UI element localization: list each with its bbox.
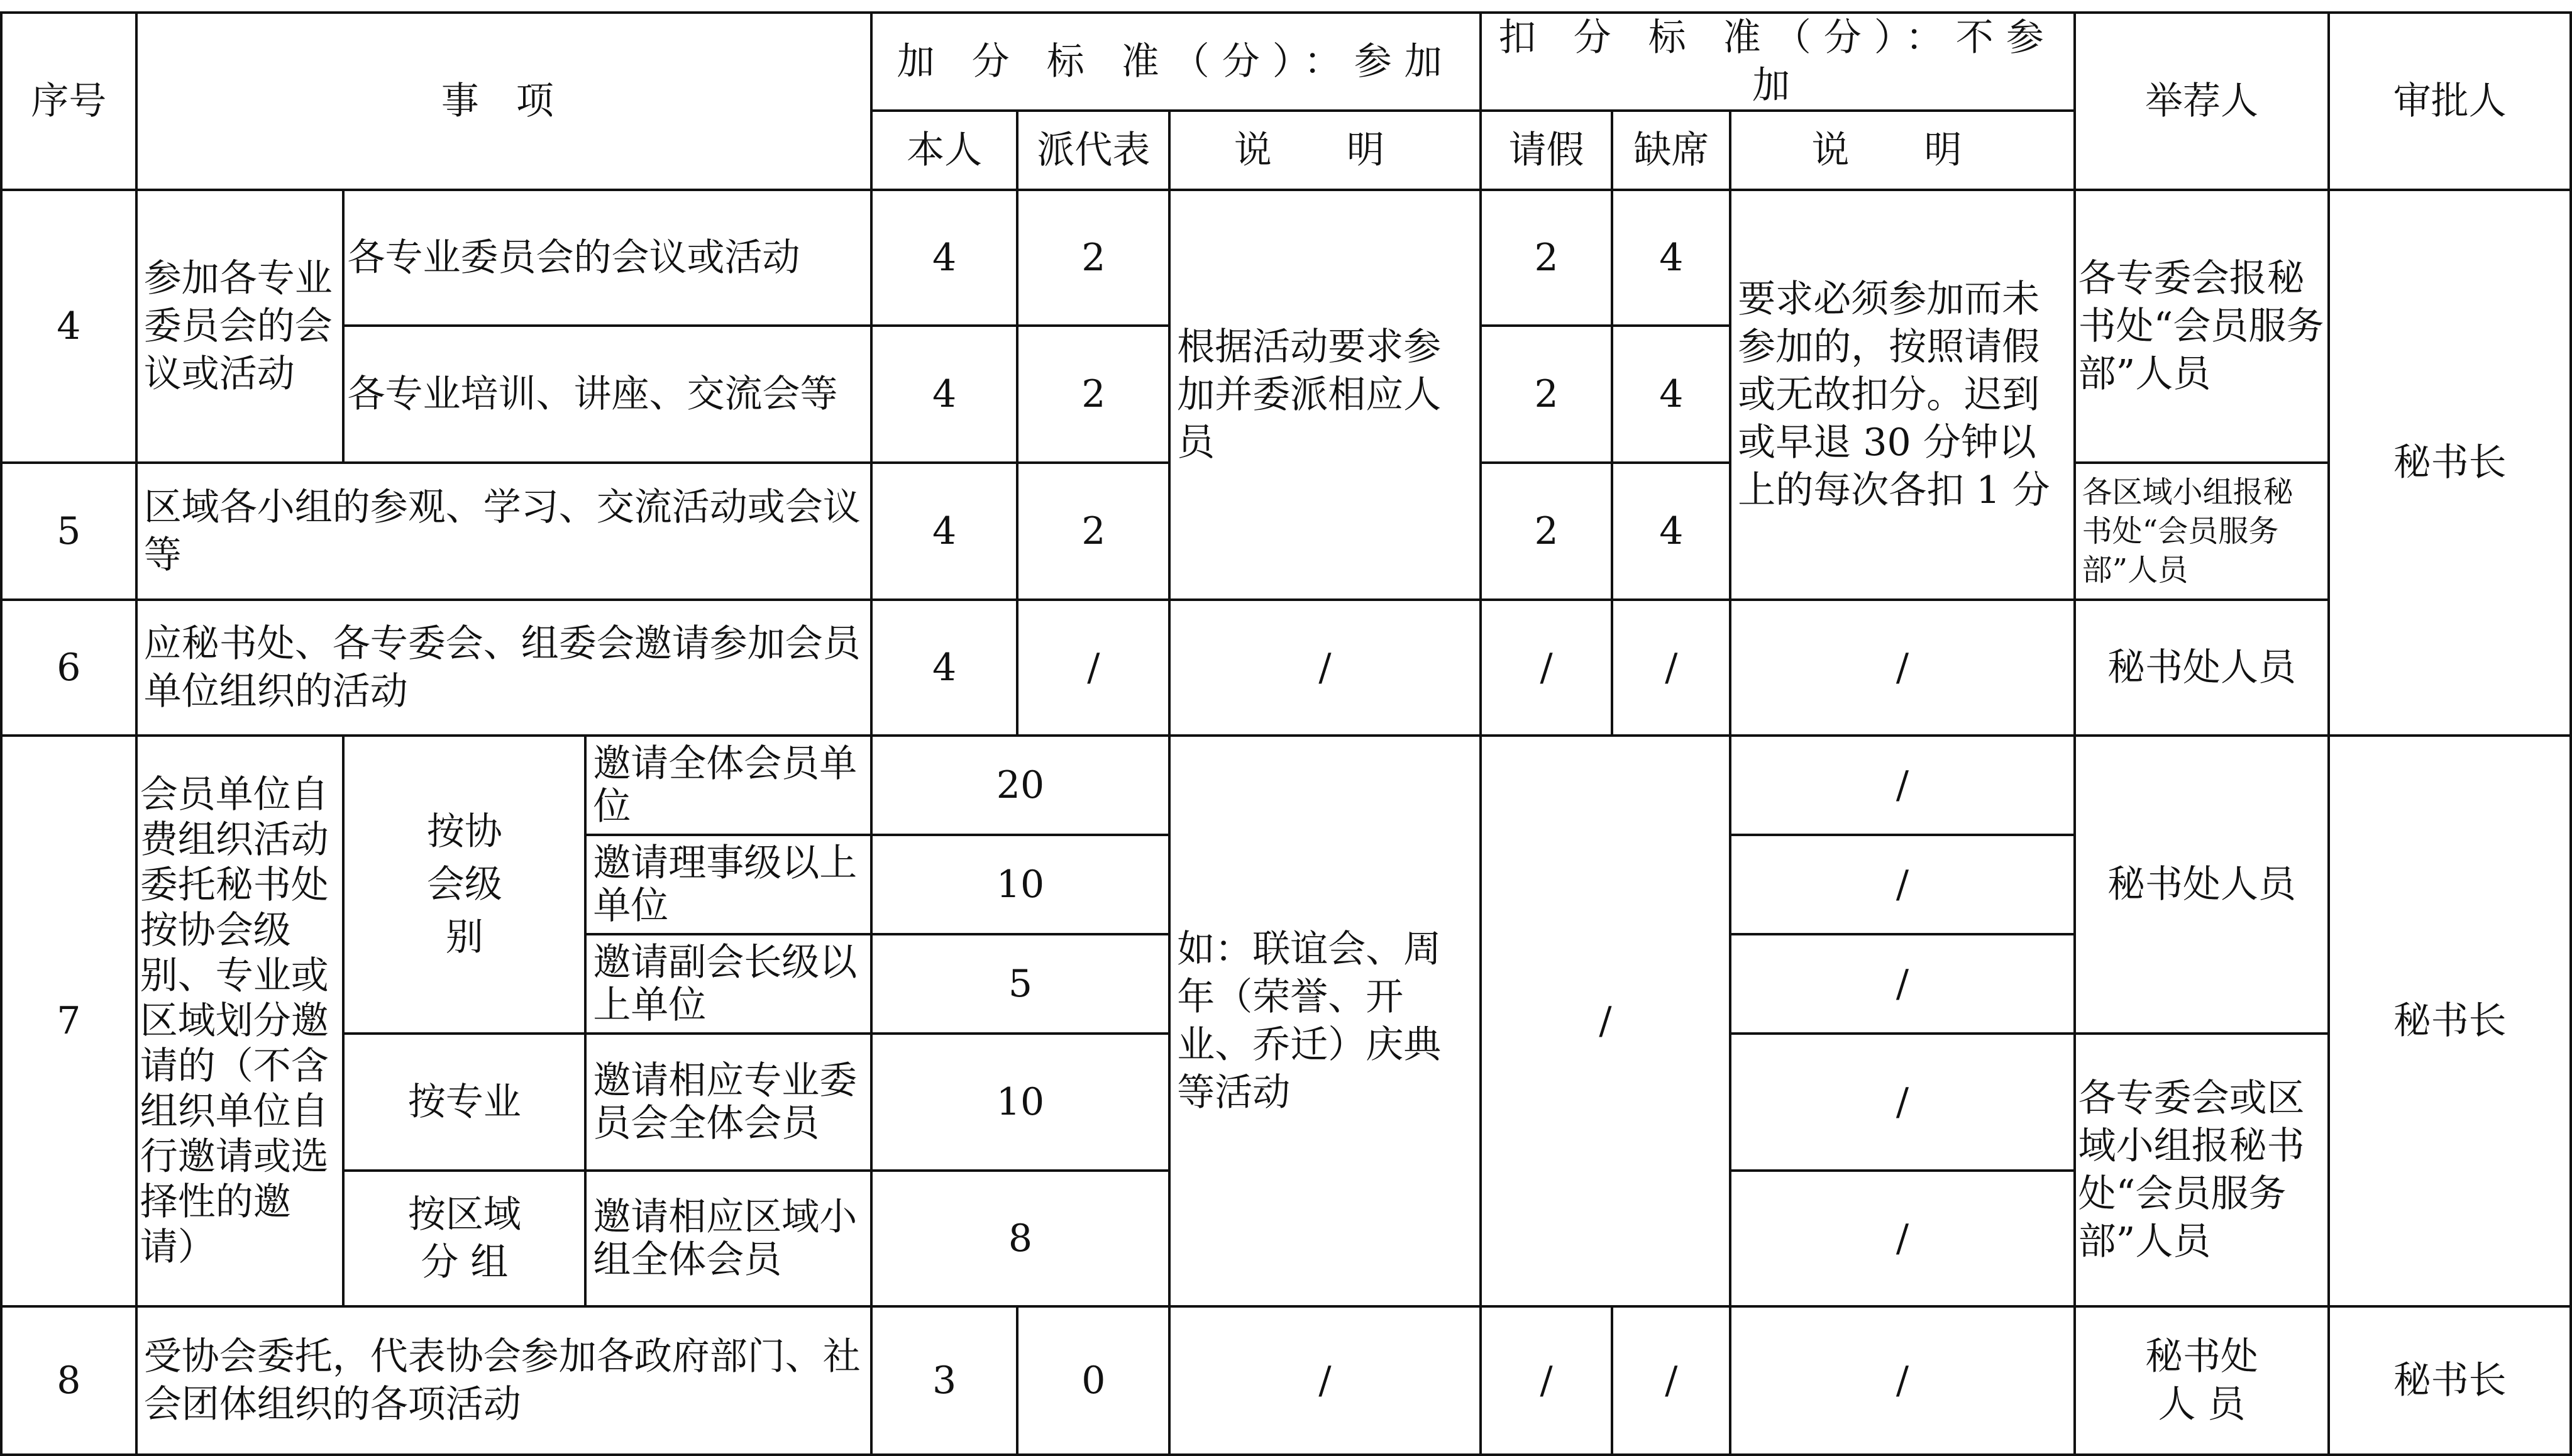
row7-major-score: 10 [871, 1034, 1170, 1171]
row5-absent: 4 [1612, 463, 1730, 600]
row5-leave: 2 [1481, 463, 1613, 600]
row7-recommender-2: 各专委会或区域小组报秘书处“会员服务部”人员 [2075, 1034, 2329, 1306]
row6-deduct-note: / [1730, 600, 2074, 736]
row8-item: 受协会委托，代表协会参加各政府部门、社会团体组织的各项活动 [136, 1306, 871, 1455]
row6-item: 应秘书处、各专委会、组委会邀请参加会员单位组织的活动 [136, 600, 871, 736]
row7-level-score-2: 10 [871, 835, 1170, 934]
table-row [1, 1306, 2571, 1455]
header-deduct-note: 说 明 [1730, 111, 2074, 190]
header-add-group: 加 分 标 准（分）：参加 [871, 13, 1481, 111]
add-note-45: 根据活动要求参加并委派相应人员 [1169, 190, 1480, 600]
row6-add-note: / [1169, 600, 1480, 736]
row7-approver: 秘书长 [2329, 736, 2571, 1306]
row5-rep: 2 [1017, 463, 1169, 600]
row4-seq: 4 [1, 190, 136, 463]
row8-leave: / [1481, 1306, 1613, 1455]
header-deduct-group: 扣 分 标 准（分）：不参加 [1481, 13, 2075, 111]
row4-sub2-absent: 4 [1612, 326, 1730, 463]
approver-456: 秘书长 [2329, 190, 2571, 736]
scoring-table [0, 11, 2572, 1456]
row8-recommender: 秘书处 人 员 [2075, 1306, 2329, 1455]
row4-sub1-absent: 4 [1612, 190, 1730, 326]
row5-seq: 5 [1, 463, 136, 600]
row4-sub2-rep: 2 [1017, 326, 1169, 463]
deduct-note-45: 要求必须参加而未参加的，按照请假或无故扣分。迟到或早退 30 分钟以上的每次各扣 1 分 [1730, 190, 2074, 600]
row8-deduct-note: / [1730, 1306, 2074, 1455]
row7-level-deduct-note-3: / [1730, 934, 2074, 1034]
row5-self: 4 [871, 463, 1018, 600]
row7-level-item-3: 邀请副会长级以上单位 [585, 934, 871, 1034]
row4-recommender: 各专委会报秘书处“会员服务部”人员 [2075, 190, 2329, 463]
row7-region-deduct-note: / [1730, 1171, 2074, 1306]
row4-category: 参加各专业委员会的会议或活动 [136, 190, 344, 463]
row6-absent: / [1612, 600, 1730, 736]
row7-level-score-1: 20 [871, 736, 1170, 835]
header-add-self: 本人 [871, 111, 1018, 190]
row7-major-item: 邀请相应专业委员会全体会员 [585, 1034, 871, 1171]
row7-seq: 7 [1, 736, 136, 1306]
row7-region-score: 8 [871, 1171, 1170, 1306]
row6-recommender: 秘书处人员 [2075, 600, 2329, 736]
row4-sub1-self: 4 [871, 190, 1018, 326]
row7-level-item-1: 邀请全体会员单位 [585, 736, 871, 835]
row7-category: 会员单位自费组织活动委托秘书处按协会级别、专业或区域划分邀请的（不含组织单位自行邀请或选择性的邀请） [136, 736, 344, 1306]
row7-recommender-1: 秘书处人员 [2075, 736, 2329, 1034]
row6-leave: / [1481, 600, 1613, 736]
row7-by-region: 按区域 分 组 [343, 1171, 585, 1306]
row4-sub1-rep: 2 [1017, 190, 1169, 326]
header-deduct-leave: 请假 [1481, 111, 1613, 190]
row7-region-item: 邀请相应区域小组全体会员 [585, 1171, 871, 1306]
row4-sub1-item: 各专业委员会的会议或活动 [343, 190, 871, 326]
row8-add-note: / [1169, 1306, 1480, 1455]
row7-level-deduct-note-1: / [1730, 736, 2074, 835]
row5-recommender: 各区域小组报秘书处“会员服务部”人员 [2075, 463, 2329, 600]
table-row [1, 736, 2571, 835]
row7-level-item-2: 邀请理事级以上单位 [585, 835, 871, 934]
header-approver: 审批人 [2329, 13, 2571, 190]
table-row [1, 600, 2571, 736]
row7-by-level: 按协会级别 [343, 736, 585, 1034]
row4-sub1-leave: 2 [1481, 190, 1613, 326]
row8-rep: 0 [1017, 1306, 1169, 1455]
row7-deduct: / [1481, 736, 1731, 1306]
header-add-rep: 派代表 [1017, 111, 1169, 190]
row8-approver: 秘书长 [2329, 1306, 2571, 1455]
header-add-note: 说 明 [1169, 111, 1480, 190]
row6-self: 4 [871, 600, 1018, 736]
row6-seq: 6 [1, 600, 136, 736]
row8-seq: 8 [1, 1306, 136, 1455]
row5-item: 区域各小组的参观、学习、交流活动或会议等 [136, 463, 871, 600]
row4-sub2-item: 各专业培训、讲座、交流会等 [343, 326, 871, 463]
row8-absent: / [1612, 1306, 1730, 1455]
row7-major-deduct-note: / [1730, 1034, 2074, 1171]
row7-add-note: 如：联谊会、周年（荣誉、开业、乔迁）庆典等活动 [1169, 736, 1480, 1306]
row6-rep: / [1017, 600, 1169, 736]
row4-sub2-self: 4 [871, 326, 1018, 463]
header-deduct-absent: 缺席 [1612, 111, 1730, 190]
row8-self: 3 [871, 1306, 1018, 1455]
header-seq: 序号 [1, 13, 136, 190]
header-item: 事 项 [136, 13, 871, 190]
row4-sub2-leave: 2 [1481, 326, 1613, 463]
row7-level-deduct-note-2: / [1730, 835, 2074, 934]
row7-level-score-3: 5 [871, 934, 1170, 1034]
header-recommender: 举荐人 [2075, 13, 2329, 190]
table-row [1, 190, 2571, 326]
row7-by-major: 按专业 [343, 1034, 585, 1171]
